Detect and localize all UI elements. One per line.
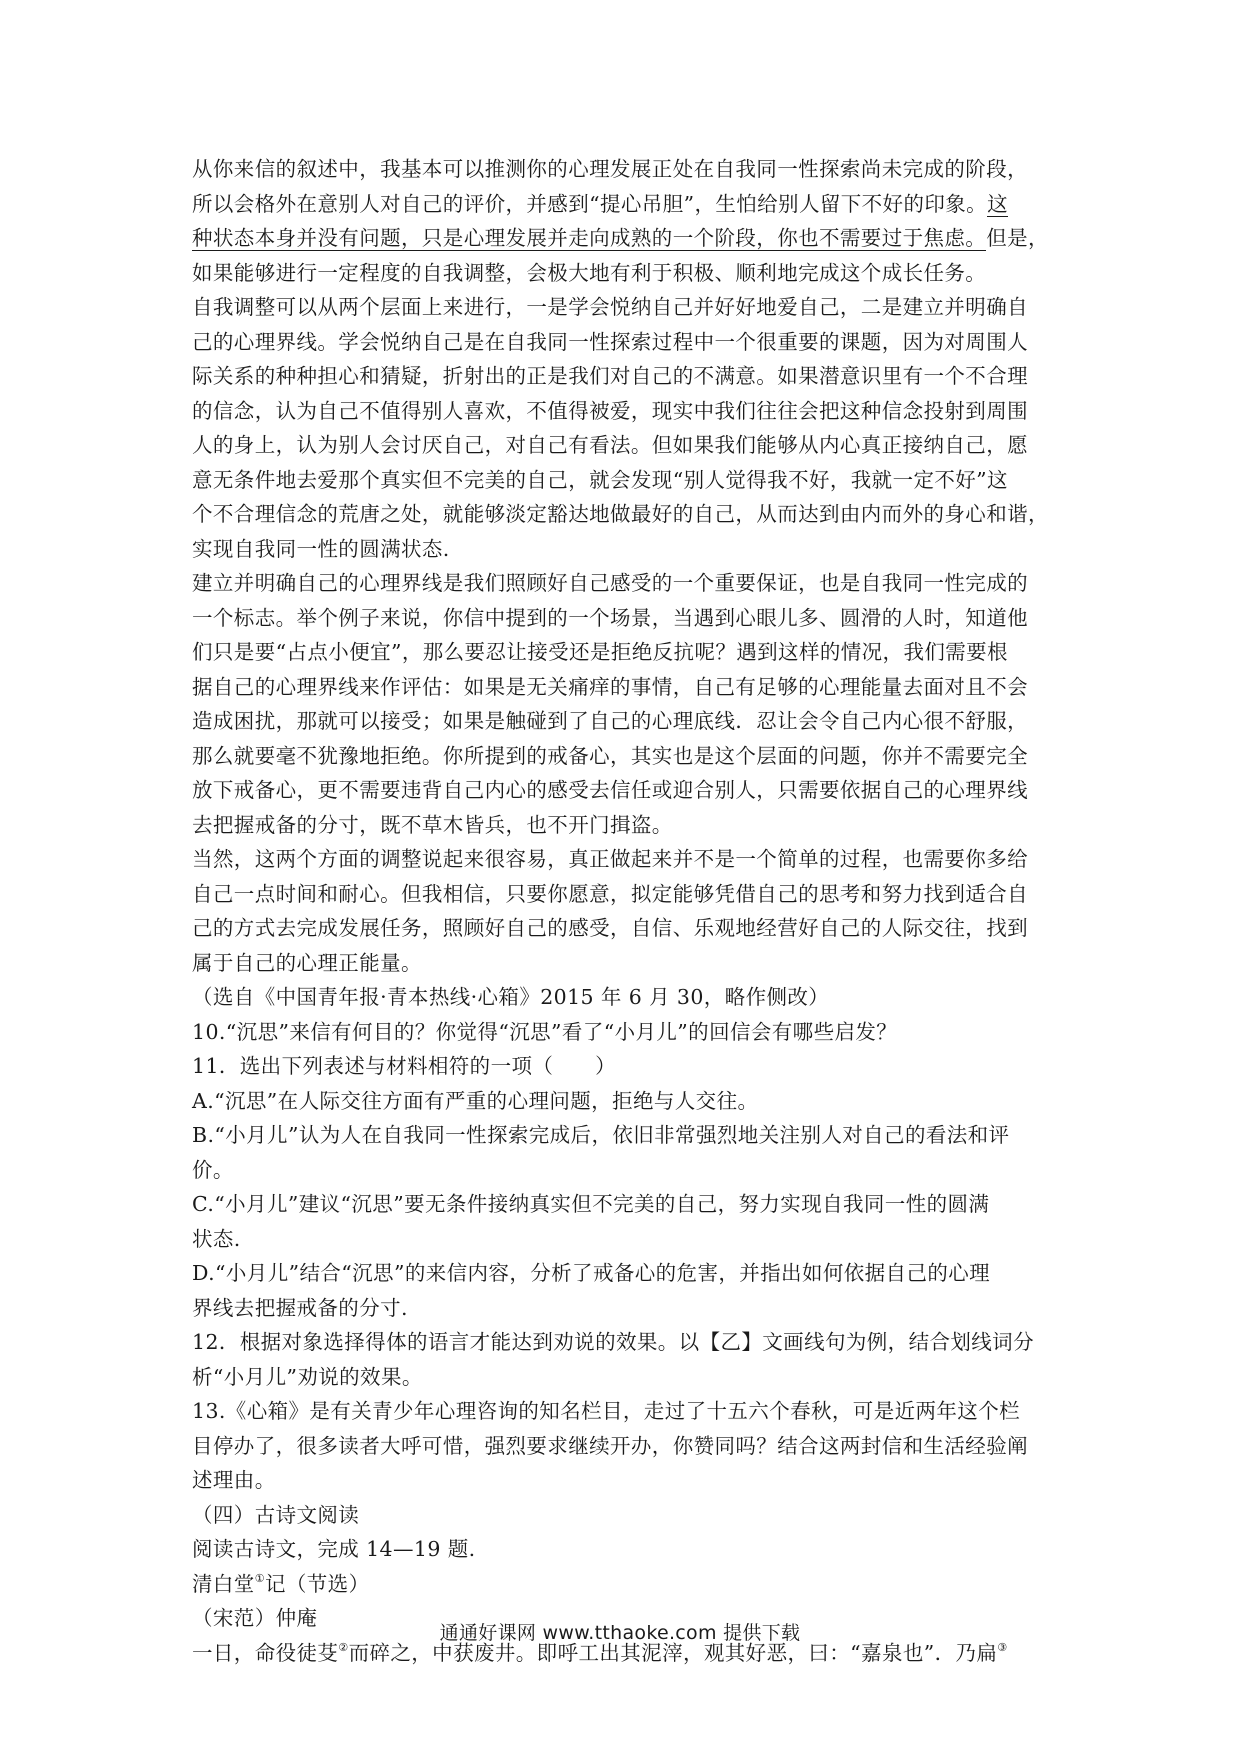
text-line bbox=[192, 394, 1057, 429]
text-line bbox=[192, 670, 1057, 705]
text-line bbox=[192, 1187, 1057, 1222]
text-line bbox=[192, 532, 1057, 567]
line-text: 那么就要毫不犹豫地拒绝。你所提到的戒备心，其实也是这个层面的问题，你并不需要完全 bbox=[192, 743, 1028, 768]
text-line bbox=[192, 428, 1057, 463]
line-text: C.“小月儿”建议“沉思”要无条件接纳真实但不完美的自己，努力实现自我同一性的圆满 bbox=[192, 1192, 990, 1216]
footnote-marker: ② bbox=[338, 1640, 349, 1654]
line-text: （宋范）仲庵 bbox=[192, 1606, 318, 1630]
line-text: D.“小月儿”结合“沉思”的来信内容，分析了戒备心的危害，并指出如何依据自己的心理 bbox=[192, 1261, 991, 1285]
line-text: B.“小月儿”认为人在自我同一性探索完成后，依旧非常强烈地关注别人对自己的看法和评 bbox=[192, 1123, 1010, 1147]
line-text: 的信念，认为自己不值得别人喜欢，不值得被爱，现实中我们往往会把这种信念投射到周围 bbox=[192, 398, 1028, 423]
underlined-sentence: 种状态本身并没有问题，只是心理发展并走向成熟的一个阶段，你也不需要过于焦虑。 bbox=[192, 226, 987, 250]
line-text: 际关系的种种担心和猜疑，折射出的正是我们对自己的不满意。如果潜意识里有一个不合理 bbox=[192, 364, 1028, 388]
line-text: A.“沉思”在人际交往方面有严重的心理问题，拒绝与人交往。 bbox=[192, 1088, 759, 1113]
text-line bbox=[192, 1463, 1057, 1498]
text-line bbox=[192, 773, 1057, 808]
text-line bbox=[192, 1222, 1057, 1257]
footnote-marker: ③ bbox=[997, 1640, 1008, 1654]
text-line bbox=[192, 1291, 1057, 1326]
document-body bbox=[192, 152, 1057, 1670]
line-text: 价。 bbox=[192, 1157, 234, 1182]
line-text: 人的身上，认为别人会讨厌自己，对自己有看法。但如果我们能够从内心真正接纳自己，愿 bbox=[192, 433, 1028, 457]
text-line bbox=[192, 152, 1057, 187]
text-line bbox=[192, 187, 1057, 222]
text-line bbox=[192, 1498, 1057, 1533]
line-text: 但是， bbox=[986, 226, 1049, 250]
text-line bbox=[192, 325, 1057, 360]
underlined-sentence: 这 bbox=[987, 191, 1008, 216]
line-text: 11．选出下列表述与材料相符的一项（ ） bbox=[192, 1054, 616, 1078]
footnote-marker: ① bbox=[254, 1571, 265, 1585]
line-text: 己的心理界线。学会悦纳自己是在自我同一性探索过程中一个很重要的课题，因为对周围人 bbox=[192, 329, 1028, 354]
text-line bbox=[192, 946, 1057, 981]
text-line bbox=[192, 290, 1057, 325]
line-text: 个不合理信念的荒唐之处，就能够淡定豁达地做最好的自己，从而达到由内而外的身心和谐， bbox=[192, 502, 1049, 526]
line-text: 所以会格外在意别人对自己的评价，并感到“提心吊胆”，生怕给别人留下不好的印象。 bbox=[192, 191, 988, 216]
text-line bbox=[192, 842, 1057, 877]
line-text: 意无条件地去爱那个真实但不完美的自己，就会发现“别人觉得我不好，我就一定不好”这 bbox=[192, 467, 1008, 492]
line-text: 而碎之，中获废井。即呼工出其泥滓，观其好恶，曰：“嘉泉也”．乃扁 bbox=[348, 1640, 998, 1665]
text-line bbox=[192, 1015, 1057, 1050]
line-text: 属于自己的心理正能量。 bbox=[192, 950, 422, 975]
text-line bbox=[192, 221, 1057, 256]
line-text: 清白堂 bbox=[192, 1571, 255, 1596]
text-line bbox=[192, 256, 1057, 291]
line-text: 建立并明确自己的心理界线是我们照顾好自己感受的一个重要保证，也是自我同一性完成的 bbox=[192, 571, 1028, 595]
text-line bbox=[192, 1567, 1057, 1602]
text-line bbox=[192, 1532, 1057, 1567]
text-line bbox=[192, 808, 1057, 843]
text-line bbox=[192, 980, 1057, 1015]
line-text: 放下戒备心，更不需要违背自己内心的感受去信任或迎合别人，只需要依据自己的心理界线 bbox=[192, 778, 1028, 802]
text-line bbox=[192, 601, 1057, 636]
text-line bbox=[192, 1153, 1057, 1188]
line-text: 从你来信的叙述中，我基本可以推测你的心理发展正处在自我同一性探索尚未完成的阶段， bbox=[192, 157, 1028, 181]
line-text: 实现自我同一性的圆满状态. bbox=[192, 536, 450, 561]
text-line bbox=[192, 911, 1057, 946]
line-text: 造成困扰，那就可以接受；如果是触碰到了自己的心理底线．忍让会令自己内心很不舒服， bbox=[192, 709, 1028, 733]
text-line bbox=[192, 1360, 1057, 1395]
line-text: 据自己的心理界线来作评估：如果是无关痛痒的事情，自己有足够的心理能量去面对且不会 bbox=[192, 674, 1028, 699]
line-text: 们只是要“占点小便宜”，那么要忍让接受还是拒绝反抗呢？遇到这样的情况，我们需要根 bbox=[192, 640, 1008, 664]
text-line bbox=[192, 1394, 1057, 1429]
line-text: 一个标志。举个例子来说，你信中提到的一个场景，当遇到心眼儿多、圆滑的人时，知道他 bbox=[192, 605, 1028, 630]
line-text: 己的方式去完成发展任务，照顾好自己的感受，自信、乐观地经营好自己的人际交往，找到 bbox=[192, 916, 1028, 940]
line-text: 10.“沉思”来信有何目的？你觉得“沉思”看了“小月儿”的回信会有哪些启发？ bbox=[192, 1019, 898, 1044]
line-text: 记（节选） bbox=[264, 1571, 370, 1596]
line-text: 当然，这两个方面的调整说起来很容易，真正做起来并不是一个简单的过程，也需要你多给 bbox=[192, 847, 1028, 871]
text-line bbox=[192, 497, 1057, 532]
line-text: （选自《中国青年报·青本热线·心箱》2015 年 6 月 30，略作侧改） bbox=[192, 985, 830, 1009]
text-line bbox=[192, 1256, 1057, 1291]
line-text: 一日，命役徒芟 bbox=[192, 1640, 339, 1665]
text-line bbox=[192, 704, 1057, 739]
text-line bbox=[192, 635, 1057, 670]
line-text: 去把握戒备的分寸，既不草木皆兵，也不开门揖盗。 bbox=[192, 812, 673, 837]
line-text: （四）古诗文阅读 bbox=[192, 1502, 360, 1527]
text-line bbox=[192, 739, 1057, 774]
line-text: 如果能够进行一定程度的自我调整，会极大地有利于积极、顺利地完成这个成长任务。 bbox=[192, 260, 987, 285]
text-line bbox=[192, 877, 1057, 912]
line-text: 析“小月儿”劝说的效果。 bbox=[192, 1364, 423, 1389]
line-text: 界线去把握戒备的分寸. bbox=[192, 1295, 408, 1320]
text-line bbox=[192, 1429, 1057, 1464]
line-text: 述理由。 bbox=[192, 1468, 276, 1492]
line-text: 阅读古诗文，完成 14—19 题. bbox=[192, 1537, 476, 1561]
text-line bbox=[192, 1084, 1057, 1119]
line-text: 自我调整可以从两个层面上来进行，一是学会悦纳自己并好好地爱自己，二是建立并明确自 bbox=[192, 295, 1028, 319]
text-line bbox=[192, 1118, 1057, 1153]
line-text: 自己一点时间和耐心。但我相信，只要你愿意，拟定能够凭借自己的思考和努力找到适合自 bbox=[192, 881, 1028, 906]
text-line bbox=[192, 1049, 1057, 1084]
line-text: 目停办了，很多读者大呼可惜，强烈要求继续开办，你赞同吗？结合这两封信和生活经验阐 bbox=[192, 1433, 1028, 1458]
text-line bbox=[192, 566, 1057, 601]
text-line bbox=[192, 359, 1057, 394]
line-text: 12．根据对象选择得体的语言才能达到劝说的效果。以【乙】文画线句为例，结合划线词分 bbox=[192, 1330, 1034, 1354]
text-line bbox=[192, 463, 1057, 498]
text-line bbox=[192, 1325, 1057, 1360]
line-text: 13.《心箱》是有关青少年心理咨询的知名栏目，走过了十五六个春秋，可是近两年这个栏 bbox=[192, 1399, 1020, 1423]
footer-download-note: 通通好课网 www.tthaoke.com 提供下载 bbox=[439, 1622, 801, 1644]
line-text: 状态. bbox=[192, 1226, 241, 1251]
